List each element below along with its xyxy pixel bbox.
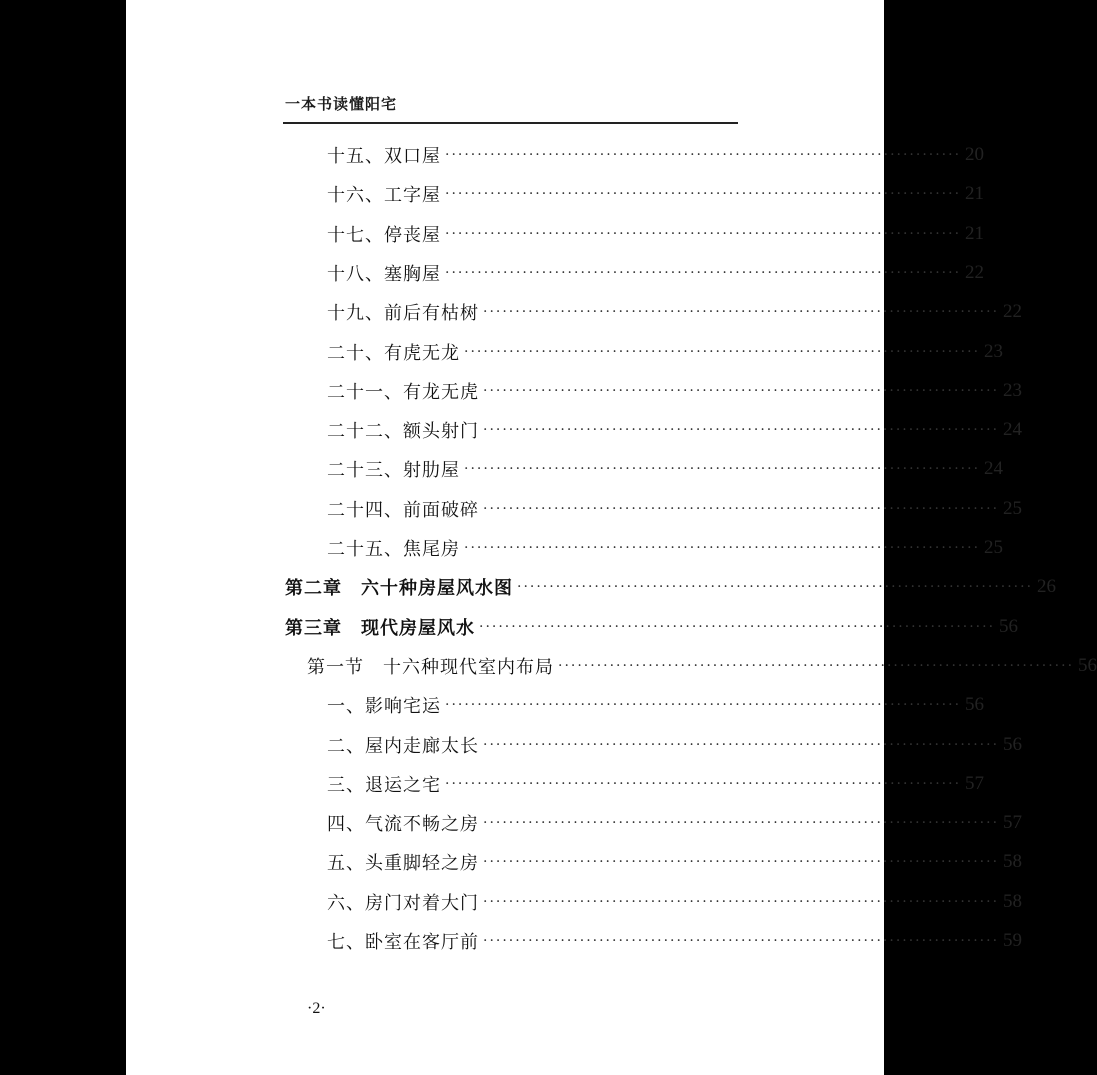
toc-entry-title: 一、影响宅运 bbox=[327, 696, 441, 718]
toc-entry-title: 七、卧室在客厅前 bbox=[327, 932, 479, 953]
toc-leader-dots: ················································································ bbox=[479, 618, 996, 635]
toc-leader-dots: ················································································ bbox=[445, 697, 962, 714]
toc-entry-page: 56 bbox=[1078, 654, 1097, 676]
running-header: 一本书读懂阳宅 bbox=[285, 95, 398, 113]
toc-entry bbox=[126, 805, 1023, 841]
toc-entry bbox=[126, 412, 1023, 448]
toc-leader-dots: ················································································ bbox=[445, 186, 962, 203]
toc-entry-title: 二十五、焦尾房 bbox=[327, 539, 460, 560]
toc-leader-dots: ················································································ bbox=[445, 775, 962, 792]
page-number: ·2· bbox=[307, 1000, 326, 1017]
toc-entry-title: 二十二、额头射门 bbox=[327, 421, 479, 443]
toc-leader-dots: ················································································ bbox=[483, 422, 1000, 439]
toc-entry bbox=[126, 451, 1004, 487]
toc-entry bbox=[126, 923, 1023, 959]
toc-entry-title: 二十一、有龙无虎 bbox=[327, 381, 479, 403]
toc-entry-title: 二十三、射肋屋 bbox=[327, 460, 460, 482]
toc-entry-page: 25 bbox=[984, 537, 1004, 558]
toc-entry-page: 24 bbox=[984, 458, 1004, 480]
toc-entry-title: 十六、工字屋 bbox=[327, 185, 441, 207]
toc-entry-page: 56 bbox=[999, 615, 1019, 637]
book-page bbox=[126, 0, 1097, 1075]
toc-leader-dots: ················································································ bbox=[464, 343, 981, 360]
toc-entry bbox=[126, 530, 1004, 566]
toc-entry bbox=[126, 569, 1057, 605]
toc-entry bbox=[126, 687, 985, 723]
toc-entry-title: 二、屋内走廊太长 bbox=[327, 735, 479, 757]
toc-leader-dots: ················································································ bbox=[483, 304, 1000, 321]
toc-leader-dots: ················································································ bbox=[483, 815, 1000, 832]
toc-entry bbox=[126, 294, 1023, 330]
toc-entry-page: 57 bbox=[1003, 812, 1023, 834]
header-rule bbox=[283, 122, 738, 124]
toc-entry-page: 57 bbox=[965, 772, 985, 794]
toc-leader-dots: ················································································ bbox=[483, 382, 1000, 399]
toc-entry-title: 五、头重脚轻之房 bbox=[327, 853, 479, 875]
toc-entry-page: 26 bbox=[1037, 576, 1057, 598]
toc-entry bbox=[126, 334, 1004, 370]
toc-entry-page: 58 bbox=[1003, 890, 1023, 912]
toc-leader-dots: ················································································ bbox=[483, 933, 1000, 949]
toc-entry-page: 22 bbox=[965, 261, 985, 283]
toc-leader-dots: ················································································ bbox=[517, 579, 1034, 596]
toc-entry bbox=[126, 176, 985, 212]
toc-entry bbox=[126, 137, 985, 173]
toc-leader-dots: ················································································ bbox=[445, 264, 962, 281]
toc-entry bbox=[126, 648, 1097, 684]
toc-entry-title: 第三章 现代房屋风水 bbox=[285, 617, 475, 639]
toc-entry-page: 56 bbox=[1003, 733, 1023, 755]
toc-entry bbox=[126, 609, 1019, 645]
toc-entry-page: 23 bbox=[1003, 379, 1023, 401]
toc-entry-title: 六、房门对着大门 bbox=[327, 892, 479, 914]
toc-entry-title: 二十、有虎无龙 bbox=[327, 342, 460, 364]
toc-leader-dots: ················································································ bbox=[558, 657, 1075, 674]
toc-entry-page: 22 bbox=[1003, 301, 1023, 323]
toc-entry bbox=[126, 766, 985, 802]
toc-leader-dots: ················································································ bbox=[464, 461, 981, 478]
toc-entry-page: 58 bbox=[1003, 851, 1023, 873]
toc-leader-dots: ················································································ bbox=[445, 225, 962, 242]
toc-entry bbox=[126, 844, 1023, 880]
toc-leader-dots: ················································································ bbox=[483, 854, 1000, 871]
toc-entry-title: 十五、双口屋 bbox=[327, 146, 441, 167]
toc-leader-dots: ················································································ bbox=[464, 540, 981, 556]
toc-entry-title: 十九、前后有枯树 bbox=[327, 303, 479, 325]
toc-entry-title: 三、退运之宅 bbox=[327, 774, 441, 796]
toc-entry-title: 四、气流不畅之房 bbox=[327, 814, 479, 836]
toc-entry-page: 21 bbox=[965, 222, 985, 244]
toc-entry-title: 十八、塞胸屋 bbox=[327, 263, 441, 285]
toc-entry-page: 20 bbox=[965, 144, 985, 165]
toc-entry bbox=[126, 255, 985, 291]
toc-entry bbox=[126, 727, 1023, 763]
toc-entry-page: 23 bbox=[984, 340, 1004, 362]
toc-entry-title: 第二章 六十种房屋风水图 bbox=[285, 578, 513, 600]
toc-entry-title: 二十四、前面破碎 bbox=[327, 499, 479, 521]
toc-entry bbox=[126, 373, 1023, 409]
toc-entry-page: 59 bbox=[1003, 930, 1023, 951]
toc-entry bbox=[126, 216, 985, 252]
toc-entry-page: 56 bbox=[965, 694, 985, 716]
toc-entry-title: 第一节 十六种现代室内布局 bbox=[307, 656, 554, 678]
toc-entry-page: 21 bbox=[965, 183, 985, 205]
toc-entry bbox=[126, 491, 1023, 527]
toc-leader-dots: ················································································ bbox=[445, 147, 962, 163]
toc-leader-dots: ················································································ bbox=[483, 893, 1000, 910]
toc-leader-dots: ················································································ bbox=[483, 500, 1000, 517]
toc-entry-page: 25 bbox=[1003, 497, 1023, 519]
toc-entry bbox=[126, 884, 1023, 920]
toc-leader-dots: ················································································ bbox=[483, 736, 1000, 753]
toc-entry-title: 十七、停丧屋 bbox=[327, 224, 441, 246]
toc-entry-page: 24 bbox=[1003, 419, 1023, 441]
